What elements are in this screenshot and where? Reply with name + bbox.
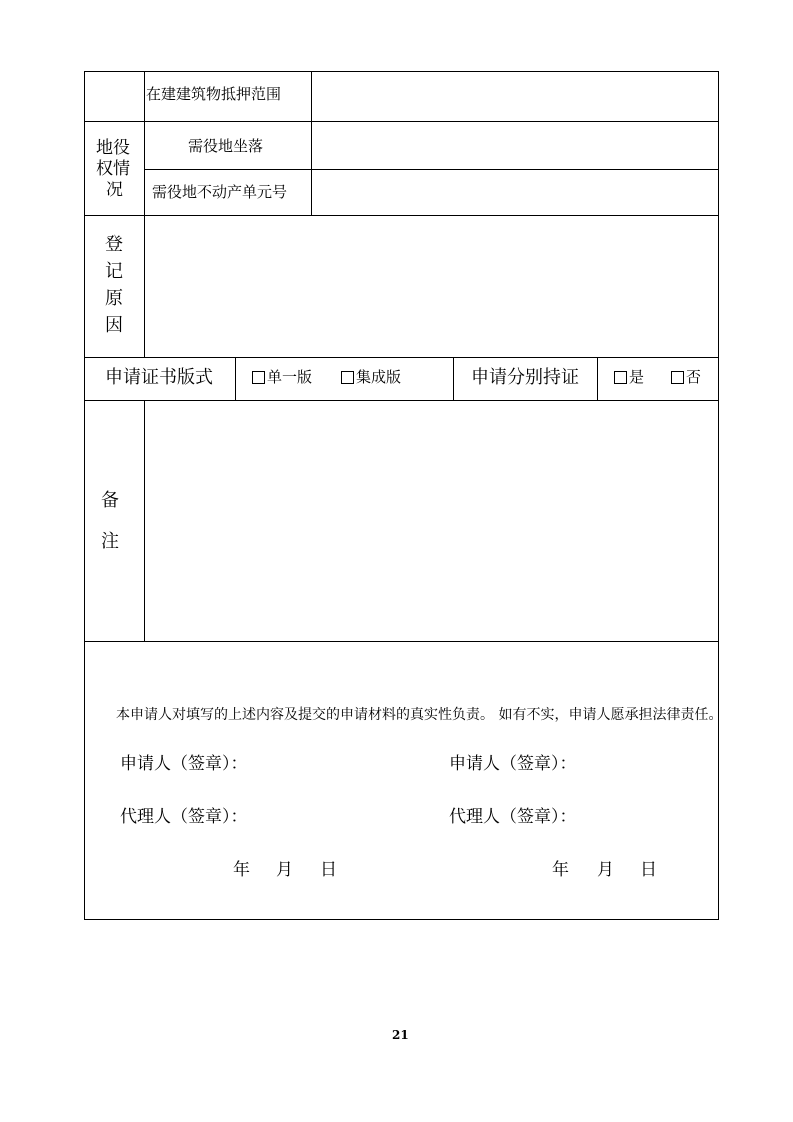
- remarks-field[interactable]: [145, 401, 718, 641]
- col-divider: [597, 357, 598, 400]
- easement-group-label-line3: 况: [106, 180, 123, 200]
- option-single-checkbox[interactable]: [252, 370, 312, 385]
- option-single-label: 单一版: [267, 368, 313, 386]
- reason-char: 原: [105, 288, 123, 309]
- date-year-left: 年: [233, 860, 250, 880]
- option-yes-label: 是: [629, 368, 645, 386]
- checkbox-icon: [341, 371, 354, 384]
- row-divider: [84, 357, 719, 358]
- remarks-char: 注: [101, 531, 119, 552]
- agent-signature-left: 代理人（签章）：: [120, 807, 248, 827]
- date-year-right: 年: [552, 860, 569, 880]
- declaration-statement: 本申请人对填写的上述内容及提交的申请材料的真实性负责。 如有不实，申请人愿承担法律责任。: [116, 707, 723, 723]
- page-number: 21: [392, 1028, 409, 1042]
- easement-group-label-line1: 地役: [96, 138, 130, 158]
- option-collective-checkbox[interactable]: [341, 370, 401, 385]
- table-right-border: [718, 71, 719, 919]
- option-no-label: 否: [686, 368, 702, 386]
- date-month-left: 月: [276, 860, 293, 880]
- col-divider: [453, 357, 454, 400]
- servient-location-label: 需役地坐落: [188, 137, 264, 155]
- option-collective-label: 集成版: [356, 368, 402, 386]
- checkbox-icon: [671, 371, 684, 384]
- easement-group-label-line2: 权情: [96, 159, 130, 179]
- certificate-format-label: 申请证书版式: [105, 367, 213, 388]
- mortgage-scope-label: 在建建筑物抵押范围: [146, 85, 282, 103]
- date-day-left: 日: [320, 860, 337, 880]
- checkbox-icon: [252, 371, 265, 384]
- table-left-border: [84, 71, 85, 919]
- reason-char: 登: [105, 234, 123, 255]
- table-bottom-border: [84, 919, 719, 920]
- servient-unit-label: 需役地不动产单元号: [152, 183, 288, 201]
- servient-location-field[interactable]: [312, 122, 718, 169]
- registration-reason-field[interactable]: [145, 216, 718, 357]
- option-yes-checkbox[interactable]: [614, 370, 644, 385]
- col-divider: [235, 357, 236, 400]
- row-divider: [84, 641, 719, 642]
- reason-char: 因: [105, 315, 123, 336]
- agent-signature-right: 代理人（签章）：: [449, 807, 577, 827]
- applicant-signature-right: 申请人（签章）：: [449, 754, 577, 774]
- checkbox-icon: [614, 371, 627, 384]
- servient-unit-field[interactable]: [312, 170, 718, 215]
- option-no-checkbox[interactable]: [671, 370, 701, 385]
- reason-char: 记: [105, 261, 123, 282]
- date-day-right: 日: [640, 860, 657, 880]
- remarks-char: 备: [101, 490, 119, 511]
- date-month-right: 月: [597, 860, 614, 880]
- separate-hold-label: 申请分别持证: [471, 367, 579, 388]
- mortgage-scope-field[interactable]: [312, 72, 718, 121]
- applicant-signature-left: 申请人（签章）：: [120, 754, 248, 774]
